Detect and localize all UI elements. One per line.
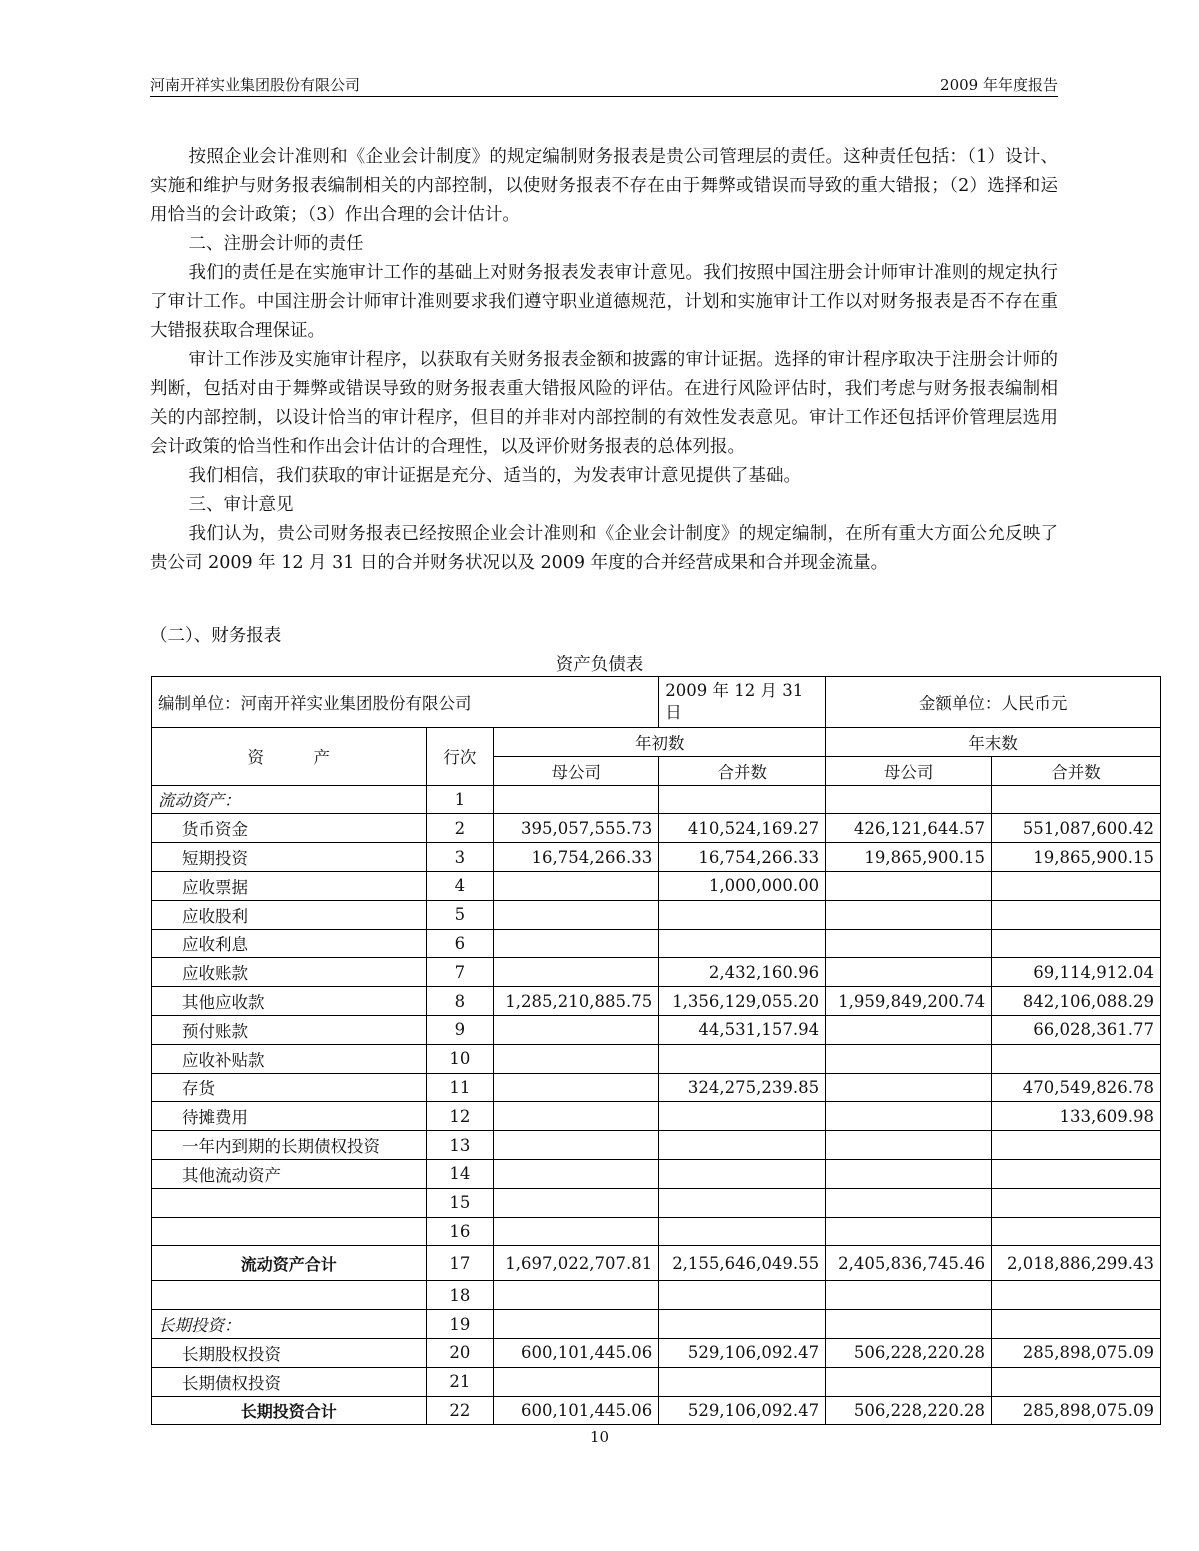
balance-sheet-title: 资产负债表 <box>555 655 644 675</box>
row-line-no: 3 <box>426 843 494 872</box>
row-value <box>494 1159 659 1188</box>
row-value <box>826 1159 992 1188</box>
row-value <box>659 1131 826 1160</box>
row-value <box>992 1217 1161 1246</box>
row-value <box>992 785 1161 814</box>
row-line-no: 19 <box>426 1310 494 1339</box>
row-line-no: 2 <box>426 814 494 843</box>
row-value <box>992 900 1161 929</box>
row-value <box>494 871 659 900</box>
row-line-no: 5 <box>426 900 494 929</box>
row-value <box>826 871 992 900</box>
row-value: 16,754,266.33 <box>659 843 826 872</box>
row-value: 426,121,644.57 <box>826 814 992 843</box>
row-value <box>494 1102 659 1131</box>
row-value: 2,405,836,745.46 <box>826 1246 992 1281</box>
row-value: 1,356,129,055.20 <box>659 987 826 1016</box>
row-value <box>826 1044 992 1073</box>
row-value <box>494 785 659 814</box>
report-date: 2009 年 12 月 31 日 <box>659 677 826 728</box>
header-asset: 资 产 <box>152 728 427 786</box>
row-line-no: 1 <box>426 785 494 814</box>
row-value <box>659 1188 826 1217</box>
row-label: 货币资金 <box>152 814 427 843</box>
row-value: 551,087,600.42 <box>992 814 1161 843</box>
row-label: 流动资产合计 <box>152 1246 427 1281</box>
row-line-no: 13 <box>426 1131 494 1160</box>
row-line-no: 7 <box>426 958 494 987</box>
table-header-row <box>152 728 1161 757</box>
paragraph: 按照企业会计准则和《企业会计制度》的规定编制财务报表是贵公司管理层的责任。这种责任包括：（1）设计、实施和维护与财务报表编制相关的内部控制，以使财务报表不存在由于舞弊或错误而导致的重大错报；（2）选择和运用恰当的会计政策；（3）作出合理的会计估计。 <box>150 147 1058 225</box>
table-row <box>152 1073 1161 1102</box>
row-label: 应收利息 <box>152 929 427 958</box>
row-value <box>494 1131 659 1160</box>
row-label: 应收账款 <box>152 958 427 987</box>
header-ending: 年末数 <box>826 728 1161 757</box>
row-value <box>659 1217 826 1246</box>
audit-report-text <box>150 143 1058 578</box>
row-value: 2,432,160.96 <box>659 958 826 987</box>
row-line-no: 12 <box>426 1102 494 1131</box>
row-value <box>992 1044 1161 1073</box>
row-label: 长期投资合计 <box>152 1396 427 1425</box>
row-value <box>494 1217 659 1246</box>
table-row <box>152 843 1161 872</box>
row-label: 长期投资： <box>152 1310 427 1339</box>
row-line-no: 8 <box>426 987 494 1016</box>
row-value <box>494 1281 659 1310</box>
row-value: 506,228,220.28 <box>826 1338 992 1367</box>
row-value: 1,959,849,200.74 <box>826 987 992 1016</box>
row-value: 529,106,092.47 <box>659 1338 826 1367</box>
row-value <box>494 1015 659 1044</box>
row-value <box>826 1073 992 1102</box>
row-value: 19,865,900.15 <box>992 843 1161 872</box>
row-value: 2,018,886,299.43 <box>992 1246 1161 1281</box>
row-value <box>494 1044 659 1073</box>
row-line-no: 11 <box>426 1073 494 1102</box>
row-value <box>494 900 659 929</box>
row-line-no: 17 <box>426 1246 494 1281</box>
header-line-no: 行次 <box>426 728 494 786</box>
table-row <box>152 1338 1161 1367</box>
row-value: 133,609.98 <box>992 1102 1161 1131</box>
table-row <box>152 1159 1161 1188</box>
section-heading: 三、审计意见 <box>188 495 294 515</box>
page-number: 10 <box>589 1428 610 1446</box>
row-label: 其他流动资产 <box>152 1159 427 1188</box>
row-value <box>826 1131 992 1160</box>
table-row <box>152 1281 1161 1310</box>
row-line-no: 18 <box>426 1281 494 1310</box>
table-row <box>152 1044 1161 1073</box>
row-value: 1,285,210,885.75 <box>494 987 659 1016</box>
row-value <box>826 1310 992 1339</box>
table-row <box>152 1015 1161 1044</box>
table-row <box>152 814 1161 843</box>
table-row <box>152 1131 1161 1160</box>
currency-unit: 金额单位：人民币元 <box>826 677 1161 728</box>
row-value: 600,101,445.06 <box>494 1338 659 1367</box>
table-row <box>152 785 1161 814</box>
page-header <box>150 70 1058 97</box>
row-value <box>826 1281 992 1310</box>
row-value <box>494 1073 659 1102</box>
row-value <box>826 958 992 987</box>
row-value <box>992 871 1161 900</box>
table-row <box>152 958 1161 987</box>
row-label: 一年内到期的长期债权投资 <box>152 1131 427 1160</box>
row-value <box>826 1102 992 1131</box>
table-row <box>152 1367 1161 1396</box>
row-line-no: 16 <box>426 1217 494 1246</box>
header-beginning: 年初数 <box>494 728 826 757</box>
row-label: 长期债权投资 <box>152 1367 427 1396</box>
table-row <box>152 987 1161 1016</box>
header-consolidated: 合并数 <box>659 756 826 785</box>
header-parent: 母公司 <box>494 756 659 785</box>
row-value: 410,524,169.27 <box>659 814 826 843</box>
row-label <box>152 1217 427 1246</box>
row-value <box>494 1188 659 1217</box>
paragraph: 我们相信，我们获取的审计证据是充分、适当的，为发表审计意见提供了基础。 <box>188 466 801 486</box>
row-value: 44,531,157.94 <box>659 1015 826 1044</box>
row-value: 19,865,900.15 <box>826 843 992 872</box>
row-value <box>494 929 659 958</box>
row-label: 待摊费用 <box>152 1102 427 1131</box>
row-value: 16,754,266.33 <box>494 843 659 872</box>
table-row <box>152 1217 1161 1246</box>
row-value <box>992 1131 1161 1160</box>
row-value: 1,697,022,707.81 <box>494 1246 659 1281</box>
row-value <box>992 1281 1161 1310</box>
row-line-no: 15 <box>426 1188 494 1217</box>
row-value <box>992 1188 1161 1217</box>
table-row <box>152 871 1161 900</box>
row-line-no: 22 <box>426 1396 494 1425</box>
section-heading: 二、注册会计师的责任 <box>188 234 364 254</box>
row-value: 395,057,555.73 <box>494 814 659 843</box>
row-value <box>826 1217 992 1246</box>
row-value <box>659 1310 826 1339</box>
row-value: 2,155,646,049.55 <box>659 1246 826 1281</box>
table-row <box>152 929 1161 958</box>
row-value <box>659 929 826 958</box>
paragraph: 审计工作涉及实施审计程序，以获取有关财务报表金额和披露的审计证据。选择的审计程序取决于注册会计师的判断，包括对由于舞弊或错误导致的财务报表重大错报风险的评估。在进行风险评估时，我们考虑与财务报表编制相关的内部控制，以设计恰当的审计程序，但目的并非对内部控制的有效性发表意见。审计工作还包括评价管理层选用会计政策的恰当性和作出会计估计的合理性，以及评价财务报表的总体列报。 <box>150 350 1058 457</box>
table-row <box>152 900 1161 929</box>
row-value: 66,028,361.77 <box>992 1015 1161 1044</box>
row-value: 842,106,088.29 <box>992 987 1161 1016</box>
row-value <box>992 1310 1161 1339</box>
header-consolidated: 合并数 <box>992 756 1161 785</box>
row-value <box>659 1281 826 1310</box>
balance-sheet-table <box>151 676 1161 1425</box>
row-line-no: 6 <box>426 929 494 958</box>
row-line-no: 20 <box>426 1338 494 1367</box>
row-value <box>659 1159 826 1188</box>
row-value <box>826 1367 992 1396</box>
row-line-no: 21 <box>426 1367 494 1396</box>
table-row <box>152 1102 1161 1131</box>
row-line-no: 4 <box>426 871 494 900</box>
row-value <box>826 1188 992 1217</box>
row-label: 短期投资 <box>152 843 427 872</box>
row-line-no: 9 <box>426 1015 494 1044</box>
row-value <box>494 958 659 987</box>
row-value <box>659 1367 826 1396</box>
row-value <box>992 1159 1161 1188</box>
table-row <box>152 1246 1161 1281</box>
table-row <box>152 1188 1161 1217</box>
row-value <box>992 929 1161 958</box>
row-value <box>494 1367 659 1396</box>
row-value <box>659 785 826 814</box>
row-value: 600,101,445.06 <box>494 1396 659 1425</box>
row-value <box>826 1015 992 1044</box>
row-value: 69,114,912.04 <box>992 958 1161 987</box>
row-line-no: 14 <box>426 1159 494 1188</box>
table-row <box>152 1310 1161 1339</box>
table-row <box>152 1396 1161 1425</box>
row-label: 存货 <box>152 1073 427 1102</box>
paragraph: 我们认为，贵公司财务报表已经按照企业会计准则和《企业会计制度》的规定编制，在所有重大方面公允反映了贵公司 2009 年 12 月 31 日的合并财务状况以及 2009 年度的合并经营成果和合并现金流量。 <box>150 524 1058 573</box>
row-label <box>152 1281 427 1310</box>
table-info-row <box>152 677 1161 728</box>
row-value <box>659 1102 826 1131</box>
row-value <box>659 900 826 929</box>
row-value <box>826 785 992 814</box>
row-label: 预付账款 <box>152 1015 427 1044</box>
row-label: 流动资产： <box>152 785 427 814</box>
row-value: 285,898,075.09 <box>992 1338 1161 1367</box>
row-value <box>659 1044 826 1073</box>
paragraph: 我们的责任是在实施审计工作的基础上对财务报表发表审计意见。我们按照中国注册会计师审计准则的规定执行了审计工作。中国注册会计师审计准则要求我们遵守职业道德规范，计划和实施审计工作以对财务报表是否不存在重大错报获取合理保证。 <box>150 263 1058 341</box>
row-label: 应收补贴款 <box>152 1044 427 1073</box>
row-value: 470,549,826.78 <box>992 1073 1161 1102</box>
row-value <box>992 1367 1161 1396</box>
row-value: 529,106,092.47 <box>659 1396 826 1425</box>
header-parent: 母公司 <box>826 756 992 785</box>
row-label <box>152 1188 427 1217</box>
financial-statements-label: （二）、财务报表 <box>150 626 282 646</box>
row-value <box>826 900 992 929</box>
row-label: 应收票据 <box>152 871 427 900</box>
row-value: 506,228,220.28 <box>826 1396 992 1425</box>
row-label: 应收股利 <box>152 900 427 929</box>
header-report-title: 2009 年年度报告 <box>940 76 1058 94</box>
row-label: 长期股权投资 <box>152 1338 427 1367</box>
row-value: 1,000,000.00 <box>659 871 826 900</box>
row-value <box>494 1310 659 1339</box>
row-value: 285,898,075.09 <box>992 1396 1161 1425</box>
prepared-by: 编制单位：河南开祥实业集团股份有限公司 <box>152 677 659 728</box>
row-value: 324,275,239.85 <box>659 1073 826 1102</box>
header-company: 河南开祥实业集团股份有限公司 <box>150 76 361 94</box>
row-value <box>826 929 992 958</box>
row-label: 其他应收款 <box>152 987 427 1016</box>
row-line-no: 10 <box>426 1044 494 1073</box>
